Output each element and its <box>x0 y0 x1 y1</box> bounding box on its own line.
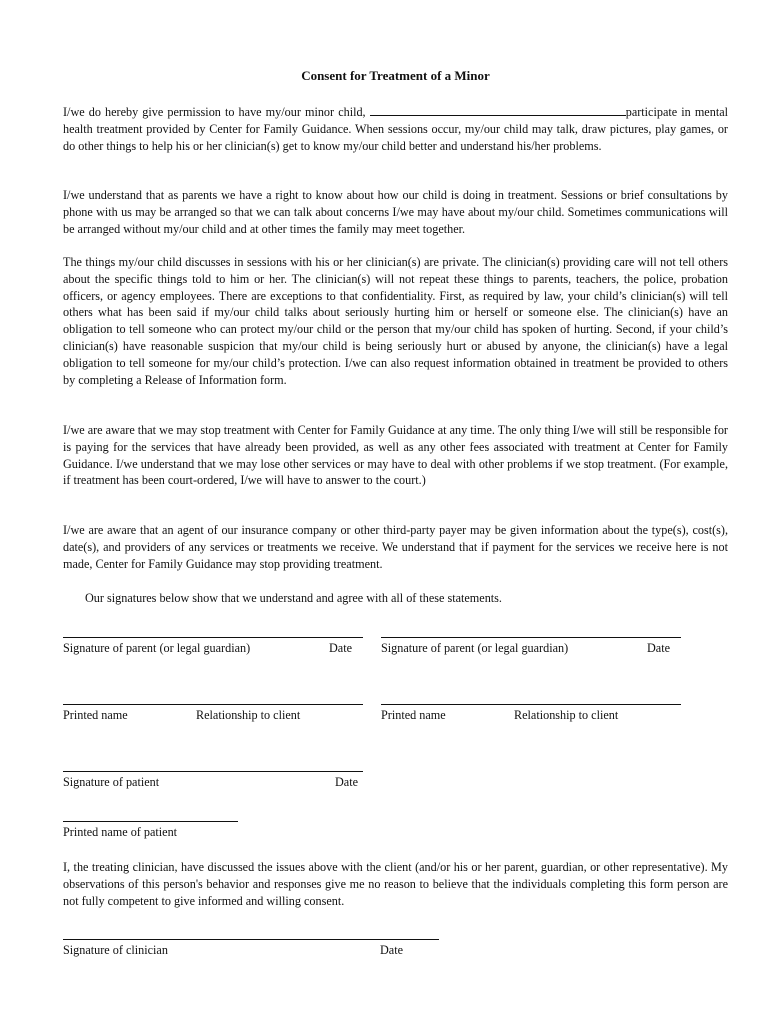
paragraph-stop-treatment: I/we are aware that we may stop treatment with Center for Family Guidance at any time. The only thing I/we will still be responsible for is paying for the services that have already been provided, as well as any other fees associated with treatment at Center for Family Guidance. I/we understand that we may lose other services or may have to deal with other problems if we stop treatment. (For example, if treatment has been court-ordered, I/we will have to answer to the court.) <box>63 423 728 488</box>
parent2-signature-label: Signature of parent (or legal guardian) <box>381 641 569 655</box>
parent1-printed-name-label: Printed name <box>63 708 128 722</box>
parent2-printed-name-label: Printed name <box>381 708 446 722</box>
parent1-date-label: Date <box>329 641 353 655</box>
child-name-blank[interactable] <box>370 104 626 116</box>
patient-signature-label: Signature of patient <box>63 775 160 789</box>
parent2-signature-line[interactable] <box>381 637 681 638</box>
parent2-relationship-label: Relationship to client <box>514 708 619 722</box>
patient-date-label: Date <box>335 775 359 789</box>
paragraph-permission <box>63 104 728 154</box>
parent1-signature-line[interactable] <box>63 637 363 638</box>
clinician-signature-label: Signature of clinician <box>63 943 168 957</box>
permission-text-end: participate in mental health treatment provided by Center for Family Guidance. When sessions occur, my/our child may talk, draw pictures, play games, or do other things to help his or her clinician(s) get to know my/our child better and understand his/her problems. <box>63 105 728 153</box>
patient-printed-name-label: Printed name of patient <box>63 825 178 839</box>
paragraph-parent-rights: I/we understand that as parents we have a right to know about how our child is doing in treatment. Sessions or brief consultations by phone with us may be arranged so that we can talk about concerns I/we may have about my/our child. Sometimes communications will be arranged without my/our child and at other times the family may meet together. <box>63 188 728 236</box>
parent1-relationship-label: Relationship to client <box>196 708 301 722</box>
parent1-printed-name-line[interactable] <box>63 704 363 705</box>
paragraph-confidentiality: The things my/our child discusses in sessions with his or her clinician(s) are private. The clinician(s) providing care will not tell others about the specific things told to him or her. The clinician(s) will not repeat these things to parents, teachers, the police, probation officers, or agency employees. There are exceptions to that confidentiality. First, as required by law, your child’s clinician(s) will tell others what has been said if my/our child talks about seriously hurting him or herself or someone else. The clinician(s) have an obligation to tell someone who can protect my/our child or the person that my/our child has spoken of hurting. Second, if your child’s clinician(s) have reasonable suspicion that my/our child is being seriously hurt or abused by anyone, the clinician(s) have a legal obligation to tell someone for my/our child’s protection. I/we can also request information obtained in treatment be provided to others by completing a Release of Information form. <box>63 255 728 387</box>
parent1-signature-label: Signature of parent (or legal guardian) <box>63 641 251 655</box>
permission-text-start: I/we do hereby give permission to have my/our minor child, <box>63 105 370 119</box>
clinician-signature-line[interactable] <box>63 939 439 940</box>
patient-printed-name-line[interactable] <box>63 821 238 822</box>
parent2-printed-name-line[interactable] <box>381 704 681 705</box>
patient-signature-line[interactable] <box>63 771 363 772</box>
parent2-date-label: Date <box>647 641 671 655</box>
form-title: Consent for Treatment of a Minor <box>301 68 490 83</box>
paragraph-insurance: I/we are aware that an agent of our insurance company or other third-party payer may be given information about the type(s), cost(s), date(s), and providers of any services or treatments we receive. We understand that if payment for the services we receive here is not made, Center for Family Guidance may stop providing treatment. <box>63 523 728 571</box>
clinician-statement: I, the treating clinician, have discussed the issues above with the client (and/or his or her parent, guardian, or other representative). My observations of this person's behavior and responses give me no reason to believe that the individuals completing this form person are not fully competent to give informed and willing consent. <box>63 860 728 908</box>
clinician-date-label: Date <box>380 943 404 957</box>
agreement-statement: Our signatures below show that we understand and agree with all of these statements. <box>85 591 502 605</box>
